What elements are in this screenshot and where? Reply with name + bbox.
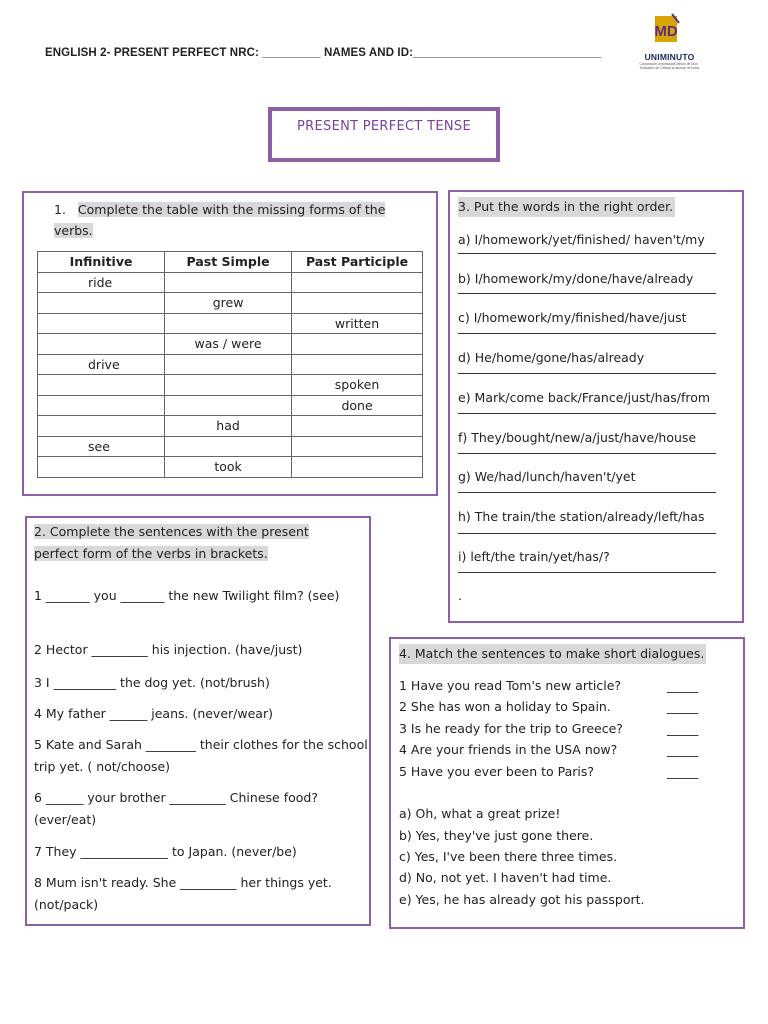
cell-past-simple[interactable]: [165, 272, 292, 293]
table-header-row: [38, 252, 423, 273]
match-blank-1[interactable]: _____: [667, 678, 699, 693]
cell-past-simple[interactable]: [165, 354, 292, 375]
order-item-i: i) left/the train/yet/has/?: [458, 549, 610, 564]
exercise-1-number: 1.: [54, 202, 66, 217]
answer-line-g[interactable]: [458, 492, 716, 493]
cell-past-simple[interactable]: [165, 395, 292, 416]
dialogue-question-2: 2 She has won a holiday to Spain.: [399, 699, 611, 714]
sentence-7: 7 They ______________ to Japan. (never/be): [34, 844, 297, 859]
cell-past-participle[interactable]: [292, 436, 423, 457]
cell-past-simple[interactable]: [165, 313, 292, 334]
cell-infinitive[interactable]: [38, 375, 165, 396]
cell-infinitive: drive: [38, 354, 165, 375]
order-item-c: c) I/homework/my/finished/have/just: [458, 310, 687, 325]
table-row: [38, 354, 423, 375]
order-item-a: a) I/homework/yet/finished/ haven't/my: [458, 232, 705, 247]
cell-past-simple: had: [165, 416, 292, 437]
exercise-2-box: [25, 516, 371, 926]
answer-line-h[interactable]: [458, 533, 716, 534]
cell-infinitive[interactable]: [38, 416, 165, 437]
header-past-simple: Past Simple: [165, 252, 292, 273]
dialogue-question-4: 4 Are your friends in the USA now?: [399, 742, 618, 757]
logo-brand-text: UNIMINUTO: [644, 52, 695, 62]
uniminuto-logo: [632, 13, 707, 68]
answer-line-b[interactable]: [458, 293, 716, 294]
exercise-1-instruction: [54, 199, 404, 241]
table-row: [38, 375, 423, 396]
match-blank-5[interactable]: _____: [667, 764, 699, 779]
dialogue-answer-e: e) Yes, he has already got his passport.: [399, 892, 645, 907]
cell-infinitive[interactable]: [38, 313, 165, 334]
cell-infinitive[interactable]: [38, 334, 165, 355]
cell-past-participle[interactable]: [292, 416, 423, 437]
order-item-b: b) I/homework/my/done/have/already: [458, 271, 694, 286]
sentence-5: 5 Kate and Sarah ________ their clothes for the school trip yet. ( not/choose): [34, 737, 368, 774]
header-past-participle: Past Participle: [292, 252, 423, 273]
title-box: [268, 107, 500, 162]
cell-past-participle: done: [292, 395, 423, 416]
exercise-3-box: [448, 190, 744, 623]
answer-line-f[interactable]: [458, 453, 716, 454]
match-blank-3[interactable]: _____: [667, 721, 699, 736]
cell-past-participle[interactable]: [292, 457, 423, 478]
dialogue-answer-b: b) Yes, they've just gone there.: [399, 828, 594, 843]
cell-past-participle[interactable]: [292, 272, 423, 293]
cell-past-simple: took: [165, 457, 292, 478]
sentence-6: 6 ______ your brother _________ Chinese food? (ever/eat): [34, 790, 318, 827]
table-row: [38, 436, 423, 457]
match-blank-2[interactable]: _____: [667, 699, 699, 714]
sentence-4: 4 My father ______ jeans. (never/wear): [34, 706, 273, 721]
cell-past-participle[interactable]: [292, 354, 423, 375]
exercise-4-box: [389, 637, 745, 929]
cell-infinitive: ride: [38, 272, 165, 293]
match-blank-4[interactable]: _____: [667, 742, 699, 757]
order-item-d: d) He/home/gone/has/already: [458, 350, 645, 365]
dialogue-question-5: 5 Have you ever been to Paris?: [399, 764, 595, 779]
table-row: [38, 395, 423, 416]
dialogue-answer-a: a) Oh, what a great prize!: [399, 806, 561, 821]
table-row: [38, 457, 423, 478]
logo-subtitle: Corporación Universitaria Minuto de Dios · Educación de Calidad al alcance de todos: [639, 62, 700, 70]
cell-past-simple: grew: [165, 293, 292, 314]
cell-infinitive[interactable]: [38, 457, 165, 478]
sentence-8: 8 Mum isn't ready. She _________ her things yet. (not/pack): [34, 875, 332, 912]
cell-past-participle[interactable]: [292, 334, 423, 355]
answer-line-a[interactable]: [458, 253, 716, 254]
cell-infinitive[interactable]: [38, 395, 165, 416]
svg-text:MD: MD: [654, 23, 678, 40]
cell-past-simple[interactable]: [165, 436, 292, 457]
exercise-3-instruction: 3. Put the words in the right order.: [458, 197, 675, 217]
order-item-f: f) They/bought/new/a/just/have/house: [458, 430, 697, 445]
exercise-1-box: [22, 191, 438, 496]
order-item-g: g) We/had/lunch/haven't/yet: [458, 469, 636, 484]
cell-past-simple: was / were: [165, 334, 292, 355]
dialogue-answer-c: c) Yes, I've been there three times.: [399, 849, 618, 864]
exercise-2-instruction: [34, 521, 334, 565]
table-row: [38, 416, 423, 437]
sentence-3: 3 I __________ the dog yet. (not/brush): [34, 675, 270, 690]
sentence-2: 2 Hector _________ his injection. (have/just): [34, 642, 303, 657]
dialogue-question-3: 3 Is he ready for the trip to Greece?: [399, 721, 623, 736]
table-row: [38, 293, 423, 314]
exercise-2-instruction-text: 2. Complete the sentences with the present perfect form of the verbs in brackets.: [34, 524, 309, 561]
cell-past-participle: written: [292, 313, 423, 334]
logo-emblem-icon: [632, 13, 707, 47]
cell-infinitive[interactable]: [38, 293, 165, 314]
order-item-h: h) The train/the station/already/left/has: [458, 509, 705, 524]
answer-line-i[interactable]: [458, 572, 716, 573]
exercise-1-instruction-text: Complete the table with the missing forms of the verbs.: [54, 202, 386, 238]
answer-line-c[interactable]: [458, 333, 716, 334]
exercise-4-instruction: 4. Match the sentences to make short dialogues.: [399, 644, 706, 664]
dialogue-answer-d: d) No, not yet. I haven't had time.: [399, 870, 612, 885]
sentence-1: 1 _______ you _______ the new Twilight film? (see): [34, 588, 340, 603]
trailing-period: .: [458, 588, 462, 603]
cell-past-simple[interactable]: [165, 375, 292, 396]
header-infinitive: Infinitive: [38, 252, 165, 273]
answer-line-e[interactable]: [458, 413, 716, 414]
answer-line-d[interactable]: [458, 373, 716, 374]
worksheet-header: ENGLISH 2- PRESENT PERFECT NRC: _________ NAMES AND ID:_____________________________: [45, 47, 602, 59]
table-row: [38, 313, 423, 334]
cell-infinitive: see: [38, 436, 165, 457]
table-row: [38, 272, 423, 293]
verb-forms-table: [37, 251, 423, 478]
table-row: [38, 334, 423, 355]
dialogue-question-1: 1 Have you read Tom's new article?: [399, 678, 622, 693]
cell-past-participle[interactable]: [292, 293, 423, 314]
page-title: PRESENT PERFECT TENSE: [297, 119, 471, 134]
cell-past-participle: spoken: [292, 375, 423, 396]
order-item-e: e) Mark/come back/France/just/has/from: [458, 390, 711, 405]
